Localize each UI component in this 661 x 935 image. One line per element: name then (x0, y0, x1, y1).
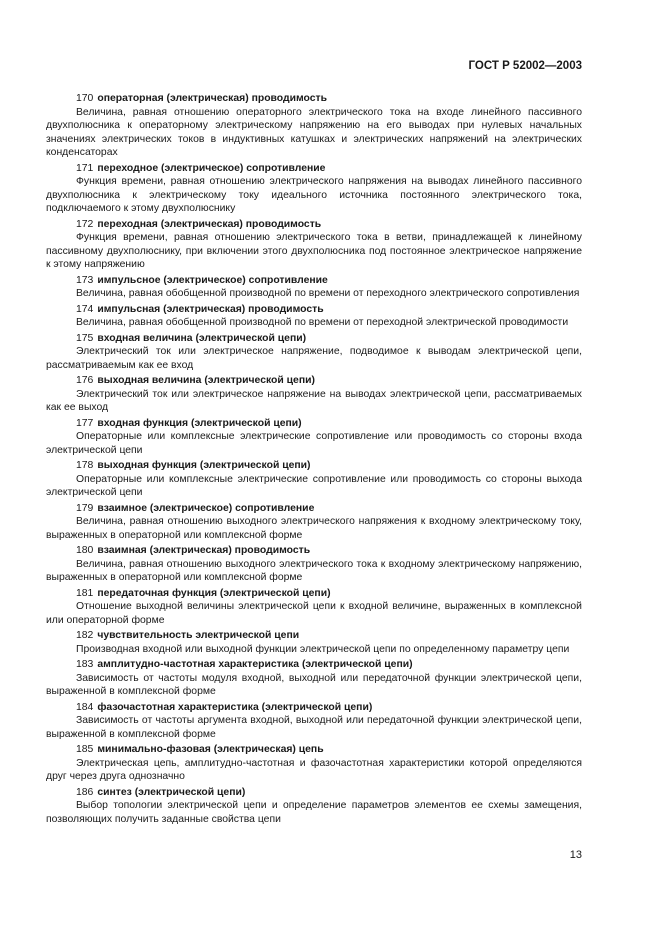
term-number: 170 (76, 93, 94, 104)
term-title: синтез (электрической цепи) (97, 786, 246, 798)
term-definition: Величина, равная обобщенной производной по времени от переходной электрической проводимости (76, 317, 569, 328)
term-title: импульсная (электрическая) проводимость (97, 303, 324, 315)
term-heading (46, 374, 582, 388)
term-heading (46, 701, 582, 715)
term-entry (46, 417, 582, 458)
term-number: 176 (76, 375, 94, 386)
term-number: 173 (76, 274, 94, 286)
term-heading (46, 502, 582, 516)
term-title: взаимное (электрическое) сопротивление (97, 502, 315, 514)
term-definition: Зависимость от частоты аргумента входной, выходной или передаточной функции электрической цепи, выраженной в комплексной форме (46, 715, 582, 740)
term-entry (46, 303, 582, 330)
term-entry (46, 701, 582, 742)
term-title: импульсное (электрическое) сопротивление (97, 274, 328, 286)
term-number: 183 (76, 659, 94, 670)
term-title: фазочастотная характеристика (электрической цепи) (97, 701, 373, 713)
term-definition: Операторные или комплексные электрические сопротивление или проводимость со стороны выхода электрической цепи (46, 473, 582, 498)
term-number: 186 (76, 786, 94, 798)
term-number: 171 (76, 162, 94, 174)
term-title: амплитудно-частотная характеристика (электрической цепи) (97, 659, 413, 670)
term-definition: Величина, равная отношению выходного электрического напряжения к входному электрическому току, выраженных в операторной или комплексной форме (46, 516, 582, 541)
term-entry (46, 544, 582, 585)
term-number: 177 (76, 417, 94, 429)
term-definition: Величина, равная отношению операторного электрического тока на входе линейного пассивного двухполюсника к операторному электрическому напряжению на его выводах при нулевых начальных значениях электрических токов в индуктивных катушках и электрических напряжений на электрических конденсаторах (46, 106, 582, 158)
term-number: 184 (76, 701, 94, 713)
term-definition: Величина, равная отношению выходного электрического тока к входному электрическому напряжению, выраженных в операторной или комплексной форме (46, 558, 582, 583)
term-entry (46, 587, 582, 628)
term-heading (46, 92, 582, 106)
term-entry (46, 629, 582, 656)
term-heading (46, 332, 582, 346)
term-heading (46, 743, 582, 757)
term-number: 185 (76, 744, 94, 755)
term-definition: Электрический ток или электрическое напряжение, подводимое к выводам электрической цепи, рассматриваемым как ее вход (46, 346, 582, 371)
term-number: 180 (76, 545, 94, 556)
term-definition: Величина, равная обобщенной производной по времени от переходного электрического сопротивления (76, 288, 580, 299)
term-definition: Отношение выходной величины электрической цепи к входной величине, выраженных в комплексной или операторной форме (46, 601, 582, 626)
term-title: передаточная функция (электрической цепи) (97, 587, 331, 599)
term-entry (46, 743, 582, 784)
term-definition: Зависимость от частоты модуля входной, выходной или передаточной функции электрической цепи, выраженной в комплексной форме (46, 672, 582, 697)
term-number: 172 (76, 218, 94, 230)
term-title: переходное (электрическое) сопротивление (97, 162, 326, 174)
term-heading (46, 786, 582, 800)
term-entry (46, 162, 582, 216)
term-heading (46, 303, 582, 317)
term-number: 182 (76, 630, 94, 641)
term-definition: Электрическая цепь, амплитудно-частотная и фазочастотная характеристики которой определяются друг через друга однозначно (46, 757, 582, 782)
term-entry (46, 332, 582, 373)
page-number: 13 (569, 849, 582, 861)
term-title: чувствительность электрической цепи (97, 630, 300, 641)
term-title: минимально-фазовая (электрическая) цепь (97, 744, 324, 755)
term-heading (46, 459, 582, 473)
term-definition: Операторные или комплексные электрические сопротивление или проводимость со стороны входа электрической цепи (46, 431, 582, 456)
term-heading (46, 587, 582, 601)
term-definition: Функция времени, равная отношению электрического напряжения на выводах линейного пассивного двухполюсника к электрическому току идеального источника постоянного электрического тока, подключаемого к этому двухполюснику (46, 176, 582, 214)
term-title: переходная (электрическая) проводимость (97, 218, 322, 230)
term-title: взаимная (электрическая) проводимость (97, 545, 311, 556)
term-heading (46, 274, 582, 288)
term-heading (46, 162, 582, 176)
term-number: 174 (76, 303, 94, 315)
term-entry (46, 459, 582, 500)
term-definition: Функция времени, равная отношению электрического тока в ветви, принадлежащей к линейному пассивному двухполюснику, при включении этого двухполюсника под постоянное электрическое напряжение к этому напряжению (46, 232, 582, 270)
document-code: ГОСТ Р 52002—2003 (468, 60, 582, 72)
term-heading (46, 417, 582, 431)
term-number: 175 (76, 332, 94, 344)
term-number: 181 (76, 587, 94, 599)
term-number: 179 (76, 502, 94, 514)
term-title: выходная функция (электрической цепи) (97, 460, 311, 471)
term-title: входная величина (электрической цепи) (97, 332, 307, 344)
term-definition: Производная входной или выходной функции электрической цепи по определенному параметру цепи (76, 643, 570, 655)
term-entry (46, 218, 582, 272)
term-heading (46, 629, 582, 643)
term-heading (46, 544, 582, 558)
term-entry (46, 274, 582, 301)
term-heading (46, 658, 582, 672)
term-entry (46, 502, 582, 543)
term-title: операторная (электрическая) проводимость (97, 93, 327, 104)
term-entry (46, 374, 582, 415)
term-definition: Электрический ток или электрическое напряжение на выводах электрической цепи, рассматриваемых как ее выход (46, 388, 582, 413)
term-entry (46, 786, 582, 827)
term-definition: Выбор топологии электрической цепи и определение параметров элементов ее схемы замещения, позволяющих получить заданные свойства цепи (46, 800, 582, 825)
terms-list (46, 90, 582, 826)
term-title: входная функция (электрической цепи) (97, 417, 302, 429)
term-entry (46, 92, 582, 160)
term-heading (46, 218, 582, 232)
term-title: выходная величина (электрической цепи) (97, 375, 315, 386)
term-number: 178 (76, 460, 94, 471)
term-entry (46, 658, 582, 699)
